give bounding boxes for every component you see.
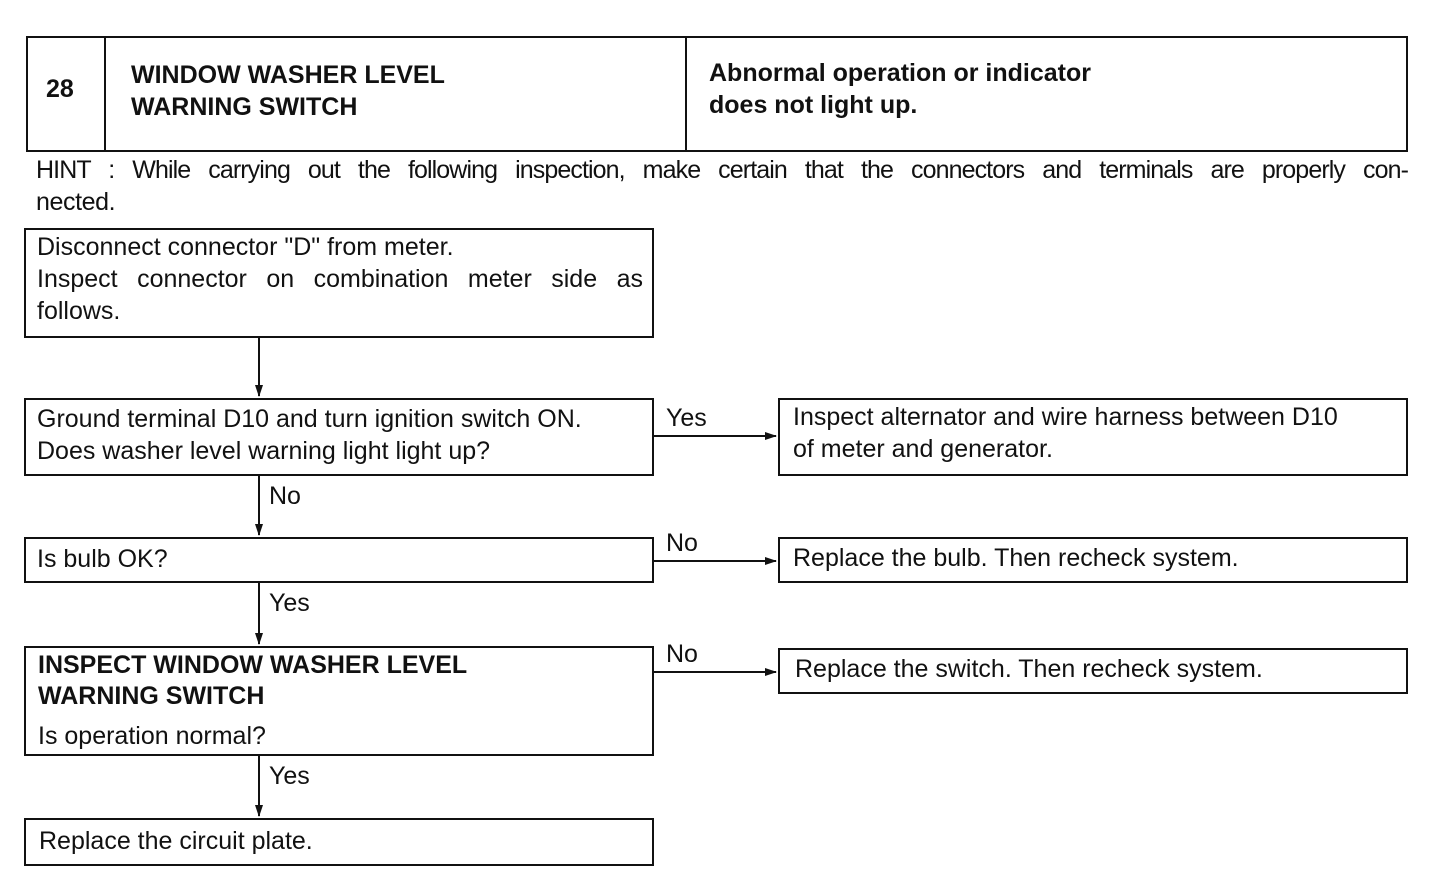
branch-label-yes: Yes — [269, 589, 310, 617]
step-text-line: INSPECT WINDOW WASHER LEVEL — [38, 651, 468, 679]
symptom-line1: Abnormal operation or indicator — [709, 59, 1091, 87]
branch-label-no: No — [666, 640, 698, 668]
branch-label-yes: Yes — [666, 404, 707, 432]
branch-label-no: No — [269, 482, 301, 510]
hint-line2: nected. — [36, 188, 116, 216]
branch-label-yes: Yes — [269, 762, 310, 790]
result-replace-bulb — [778, 537, 1408, 583]
step-ground-terminal — [24, 398, 654, 476]
step-text-line: WARNING SWITCH — [38, 682, 265, 710]
section-title-line2: WARNING SWITCH — [131, 93, 358, 121]
step-text-line: Does washer level warning light light up? — [37, 437, 491, 465]
step-text-line: Inspect connector on combination meter side as — [37, 265, 643, 293]
result-replace-switch — [778, 648, 1408, 694]
step-text-line: Is bulb OK? — [37, 545, 168, 573]
result-text-line: of meter and generator. — [793, 435, 1053, 463]
step-text-line: Is operation normal? — [38, 722, 266, 750]
step-inspect-switch — [24, 646, 654, 756]
step-text-line: Ground terminal D10 and turn ignition switch ON. — [37, 405, 582, 433]
hint-line1: HINT : While carrying out the following inspection, make certain that the connectors and terminals are properly con- — [36, 156, 1408, 184]
section-title-line1: WINDOW WASHER LEVEL — [131, 61, 445, 89]
section-number: 28 — [46, 75, 74, 103]
branch-label-no: No — [666, 529, 698, 557]
result-text-line: Replace the switch. Then recheck system. — [795, 655, 1263, 683]
result-text-line: Inspect alternator and wire harness between D10 — [793, 403, 1338, 431]
symptom-line2: does not light up. — [709, 91, 918, 119]
step-text-line: Replace the circuit plate. — [39, 827, 313, 855]
result-inspect-alternator — [778, 398, 1408, 476]
step-disconnect-connector — [24, 228, 654, 338]
step-bulb-check — [24, 537, 654, 583]
step-replace-circuit-plate — [24, 818, 654, 866]
result-text-line: Replace the bulb. Then recheck system. — [793, 544, 1239, 572]
step-text-line: Disconnect connector "D" from meter. — [37, 233, 454, 261]
step-text-line: follows. — [37, 297, 121, 325]
